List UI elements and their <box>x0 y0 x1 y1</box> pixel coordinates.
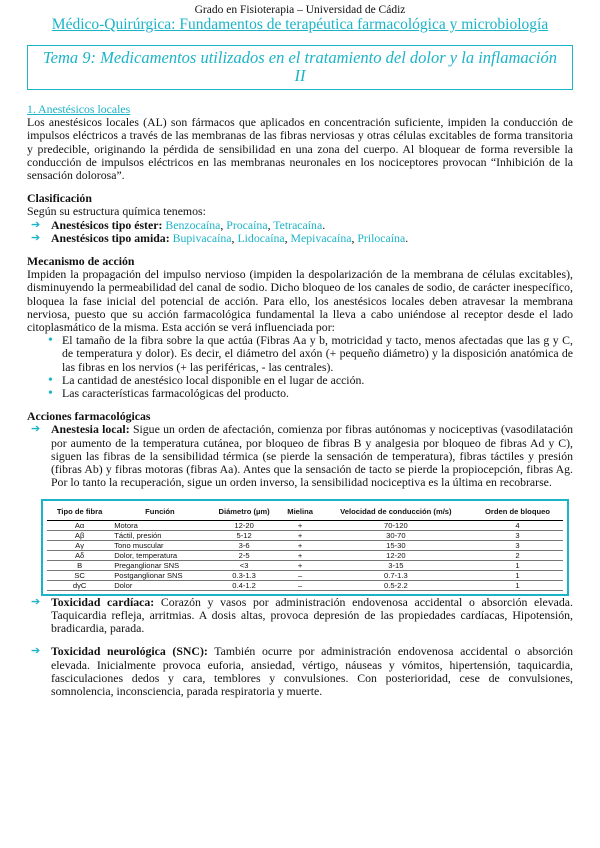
table-cell: 2-5 <box>208 550 281 560</box>
table-cell: 3 <box>472 530 563 540</box>
fiber-table-frame <box>41 499 569 595</box>
mecanismo-bullets <box>27 334 573 400</box>
anestesia-text: Sigue un orden de afectación, comienza por fibras autónomas y nociceptivas (vasodilatación por aumento de la temperatura cutánea, por bloqueo de fibras B y analgesia por bloqueo de fibras Ad y C), siguen las fibras de la sensibilidad térmica (se pierde la sensación de temperatura), fibras táctiles y presión (fibras Ab) y fibras motoras (fibras Aa). Antes que la sensación de tacto se pierde la propiocepción, fibras Ag. Por lo tanto la recuperación, sigue un orden inverso, la sensibilidad nociceptiva es la última en recobrarse. <box>51 422 574 490</box>
table-row <box>47 560 563 570</box>
ester-label: Anestésicos tipo éster: <box>51 217 163 232</box>
table-cell: SC <box>47 570 112 580</box>
section-title[interactable]: 1. Anestésicos locales <box>27 102 131 116</box>
table-cell: 15-30 <box>320 540 472 550</box>
clasificacion-intro: Según su estructura química tenemos: <box>27 204 206 219</box>
amida-label: Anestésicos tipo amida: <box>51 230 170 245</box>
table-cell: <3 <box>208 560 281 570</box>
drug-mepivacaina[interactable]: Mepivacaína <box>290 230 352 245</box>
table-cell: – <box>281 570 320 580</box>
table-cell: 0.7-1.3 <box>320 570 472 580</box>
table-cell: Preganglionar SNS <box>112 560 207 570</box>
table-cell: 3-15 <box>320 560 472 570</box>
mecanismo-paragraph: Impiden la propagación del impulso nervioso (impiden la despolarización de la membrana de células excitables), disminuyendo la permeabilidad del canal de sodio. Dicho bloqueo de los canales de sodio, de carácter inespecífico, bloquea la fase inicial del potencial de acción. Para ello, los anestésicos locales deben atravesar la membrana nerviosa, puesto que su acción farmacológica fundamental la lleva a cabo uniéndose al receptor desde el lado citoplasmático de la misma. Esta acción se verá influenciada por: <box>27 267 573 335</box>
table-cell: Aα <box>47 520 112 530</box>
snc-text: También ocurre por administración endovenosa accidental o absorción elevada. Inicialmente provoca euforia, ansiedad, vértigo, náuseas y vómitos, hipertensión, taquicardia, fasciculaciones dedos y cara, temblores y convulsiones. Con posterioridad, cese de convulsiones, somnolencia, inconsciencia, parada respiratoria y muerte. <box>51 644 573 698</box>
amida-item: ➔ Anestésicos tipo amida: Bupivacaína, Lidocaína, Mepivacaína, Prilocaína. <box>51 232 573 245</box>
acciones-heading: Acciones farmacológicas <box>27 409 151 424</box>
table-cell: 5-12 <box>208 530 281 540</box>
bullet-item: • La cantidad de anestésico local disponible en el lugar de acción. <box>62 374 573 387</box>
table-cell: Dolor, temperatura <box>112 550 207 560</box>
fiber-table <box>47 504 563 590</box>
snc-label: Toxicidad neurológica (SNC): <box>51 644 208 659</box>
table-cell: – <box>281 580 320 590</box>
table-cell: 1 <box>472 560 563 570</box>
table-cell: + <box>281 530 320 540</box>
col-mielina: Mielina <box>281 504 320 520</box>
table-cell: + <box>281 550 320 560</box>
table-cell: + <box>281 540 320 550</box>
table-row <box>47 550 563 560</box>
acciones-list <box>27 423 573 489</box>
table-cell: 12-20 <box>320 550 472 560</box>
table-cell: 2 <box>472 550 563 560</box>
mecanismo-heading: Mecanismo de acción <box>27 254 135 269</box>
table-row <box>47 580 563 590</box>
course-title[interactable]: Médico-Quirúrgica: Fundamentos de terapéutica farmacológica y microbiología <box>51 16 549 33</box>
bullet-item: • El tamaño de la fibra sobre la que actúa (Fibras Aa y b, motricidad y tacto, menos afectadas que las g y C, de temperatura y dolor). Es decir, el diámetro del axón (+ pequeño diámetro) y la disposición anatómica de las fibras en los nervios (+ las periféricas, - las centrales). <box>62 334 573 374</box>
table-row <box>47 540 563 550</box>
col-tipo: Tipo de fibra <box>47 504 112 520</box>
table-cell: 12-20 <box>208 520 281 530</box>
col-diametro: Diámetro (µm) <box>208 504 281 520</box>
table-cell: 3 <box>472 540 563 550</box>
toxicidad-list <box>27 596 573 698</box>
anestesia-label: Anestesia local: <box>51 422 130 437</box>
table-row <box>47 520 563 530</box>
drug-tetracaina[interactable]: Tetracaína <box>273 217 323 232</box>
table-row <box>47 530 563 540</box>
tema-title: Tema 9: Medicamentos utilizados en el tratamiento del dolor y la inflamación II <box>42 48 558 85</box>
toxicidad-snc-item <box>51 645 573 698</box>
university-header: Grado en Fisioterapia – Universidad de Cádiz <box>194 4 406 16</box>
anestesia-item <box>51 423 573 489</box>
tema-box <box>27 45 573 90</box>
drug-procaina[interactable]: Procaína <box>226 217 268 232</box>
table-cell: Dolor <box>112 580 207 590</box>
table-cell: 0.3-1.3 <box>208 570 281 580</box>
clasificacion-list <box>27 219 573 245</box>
cardiaca-text: Corazón y vasos por administración endovenosa accidental o absorción elevada. Taquicardia refleja, arritmias. A dosis altas, provoca depresión de las propiedades cardíacas, Hipotensión, bradicardia, parada. <box>51 594 573 636</box>
drug-prilocaina[interactable]: Prilocaína <box>357 230 406 245</box>
col-velocidad: Velocidad de conducción (m/s) <box>320 504 472 520</box>
table-cell: Aγ <box>47 540 112 550</box>
drug-bupivacaina[interactable]: Bupivacaína <box>172 230 232 245</box>
ester-item: ➔ Anestésicos tipo éster: Benzocaína, Procaína, Tetracaína. <box>51 219 573 232</box>
toxicidad-cardiaca-item <box>51 596 573 636</box>
table-cell: B <box>47 560 112 570</box>
table-cell: 4 <box>472 520 563 530</box>
table-cell: 0.4-1.2 <box>208 580 281 590</box>
clasificacion-heading: Clasificación <box>27 191 92 206</box>
col-orden: Orden de bloqueo <box>472 504 563 520</box>
table-cell: 0.5-2.2 <box>320 580 472 590</box>
content <box>0 103 600 698</box>
drug-lidocaina[interactable]: Lidocaína <box>237 230 285 245</box>
table-cell: Tono muscular <box>112 540 207 550</box>
table-cell: Aδ <box>47 550 112 560</box>
table-cell: 1 <box>472 580 563 590</box>
table-cell: 3-6 <box>208 540 281 550</box>
cardiaca-label: Toxicidad cardíaca: <box>51 594 155 609</box>
table-cell: Motora <box>112 520 207 530</box>
table-header-row <box>47 504 563 520</box>
table-row <box>47 570 563 580</box>
table-cell: + <box>281 560 320 570</box>
table-cell: 30-70 <box>320 530 472 540</box>
table-cell: 70-120 <box>320 520 472 530</box>
table-cell: Postganglionar SNS <box>112 570 207 580</box>
drug-benzocaina[interactable]: Benzocaína <box>165 217 221 232</box>
table-cell: Aβ <box>47 530 112 540</box>
table-cell: dγC <box>47 580 112 590</box>
table-cell: 1 <box>472 570 563 580</box>
col-funcion: Función <box>112 504 207 520</box>
table-cell: Táctil, presión <box>112 530 207 540</box>
bullet-item: • Las características farmacológicas del producto. <box>62 387 573 400</box>
intro-paragraph: Los anestésicos locales (AL) son fármacos que aplicados en concentración suficiente, impiden la conducción de impulsos eléctricos a través de las membranas de las fibras nerviosas y otras células excitables de forma transitoria y predecible, originando la pérdida de sensibilidad en una zona del cuerpo. Al bloquear de forma reversible la conducción de impulsos eléctricos en las membranas neuronales en los nociceptores provocan “Inhibición de la sensación dolorosa”. <box>27 115 573 183</box>
table-cell: + <box>281 520 320 530</box>
